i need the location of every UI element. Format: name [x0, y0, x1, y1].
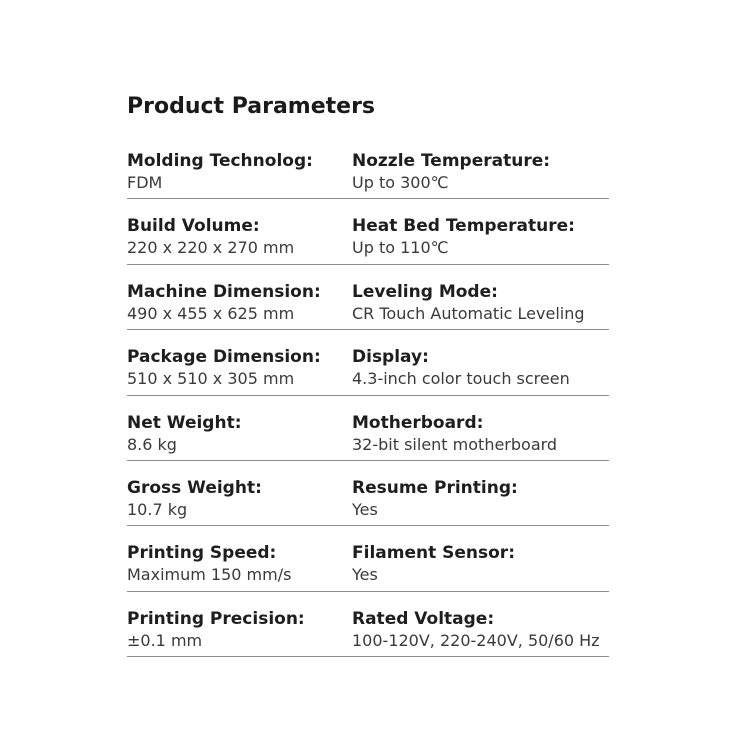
- parameter-cell-nozzle-temperature: [352, 150, 609, 194]
- parameter-value: 10.7 kg: [127, 499, 188, 519]
- parameter-label: Package Dimension:: [127, 347, 321, 368]
- parameter-value: 8.6 kg: [127, 434, 177, 454]
- parameter-cell-net-weight: [127, 412, 347, 456]
- row-divider: [127, 460, 609, 461]
- parameter-value: ±0.1 mm: [127, 630, 203, 650]
- parameter-value: Up to 110℃: [352, 238, 449, 258]
- page-title: Product Parameters: [127, 94, 376, 119]
- parameter-label: Motherboard:: [352, 412, 484, 433]
- parameter-row: [127, 408, 609, 473]
- row-divider: [127, 525, 609, 526]
- parameter-cell-molding-technology: [127, 150, 347, 194]
- row-divider: [127, 656, 609, 657]
- parameter-row: [127, 211, 609, 276]
- row-divider: [127, 198, 609, 199]
- parameter-value: Up to 300℃: [352, 173, 449, 192]
- parameter-label: Leveling Mode:: [352, 281, 498, 302]
- parameter-label: Rated Voltage:: [352, 608, 495, 629]
- parameter-value: 510 x 510 x 305 mm: [127, 369, 295, 389]
- parameter-label: Filament Sensor:: [352, 543, 515, 564]
- parameter-cell-package-dimension: [127, 346, 347, 390]
- parameter-row: [127, 342, 609, 407]
- parameter-value: FDM: [127, 173, 163, 192]
- parameters-table: [127, 146, 609, 669]
- parameter-value: 4.3-inch color touch screen: [352, 369, 570, 389]
- parameter-row: [127, 146, 609, 211]
- parameter-value: 32-bit silent motherboard: [352, 434, 558, 454]
- parameter-value: Yes: [352, 565, 378, 585]
- parameter-label: Printing Speed:: [127, 543, 277, 564]
- parameter-cell-machine-dimension: [127, 281, 347, 325]
- parameter-cell-heat-bed-temperature: [352, 215, 609, 259]
- row-divider: [127, 591, 609, 592]
- parameter-label: Build Volume:: [127, 216, 260, 237]
- parameter-label: Nozzle Temperature:: [352, 151, 551, 171]
- parameter-cell-build-volume: [127, 215, 347, 259]
- parameter-cell-motherboard: [352, 412, 609, 456]
- parameter-row: [127, 538, 609, 603]
- parameter-cell-filament-sensor: [352, 542, 609, 586]
- parameter-label: Heat Bed Temperature:: [352, 216, 575, 237]
- parameter-label: Machine Dimension:: [127, 281, 321, 302]
- parameter-cell-gross-weight: [127, 477, 347, 521]
- parameter-value: CR Touch Automatic Leveling: [352, 303, 585, 323]
- parameter-value: 220 x 220 x 270 mm: [127, 238, 295, 258]
- row-divider: [127, 264, 609, 265]
- parameter-cell-display: [352, 346, 609, 390]
- parameter-cell-rated-voltage: [352, 608, 609, 652]
- parameter-value: 490 x 455 x 625 mm: [127, 303, 295, 323]
- parameter-label: Display:: [352, 347, 429, 368]
- parameter-cell-resume-printing: [352, 477, 609, 521]
- row-divider: [127, 395, 609, 396]
- parameter-label: Printing Precision:: [127, 608, 305, 629]
- parameter-cell-leveling-mode: [352, 281, 609, 325]
- parameter-cell-printing-speed: [127, 542, 347, 586]
- parameter-value: Yes: [352, 499, 378, 519]
- row-divider: [127, 329, 609, 330]
- parameter-value: 100-120V, 220-240V, 50/60 Hz: [352, 630, 600, 650]
- parameter-label: Gross Weight:: [127, 477, 262, 498]
- parameters-sheet: [127, 92, 609, 669]
- parameter-cell-printing-precision: [127, 608, 347, 652]
- parameter-label: Resume Printing:: [352, 477, 518, 498]
- parameter-label: Molding Technolog:: [127, 151, 313, 171]
- parameter-label: Net Weight:: [127, 412, 242, 433]
- parameter-row: [127, 604, 609, 669]
- parameter-value: Maximum 150 mm/s: [127, 565, 292, 585]
- parameter-row: [127, 277, 609, 342]
- parameter-row: [127, 473, 609, 538]
